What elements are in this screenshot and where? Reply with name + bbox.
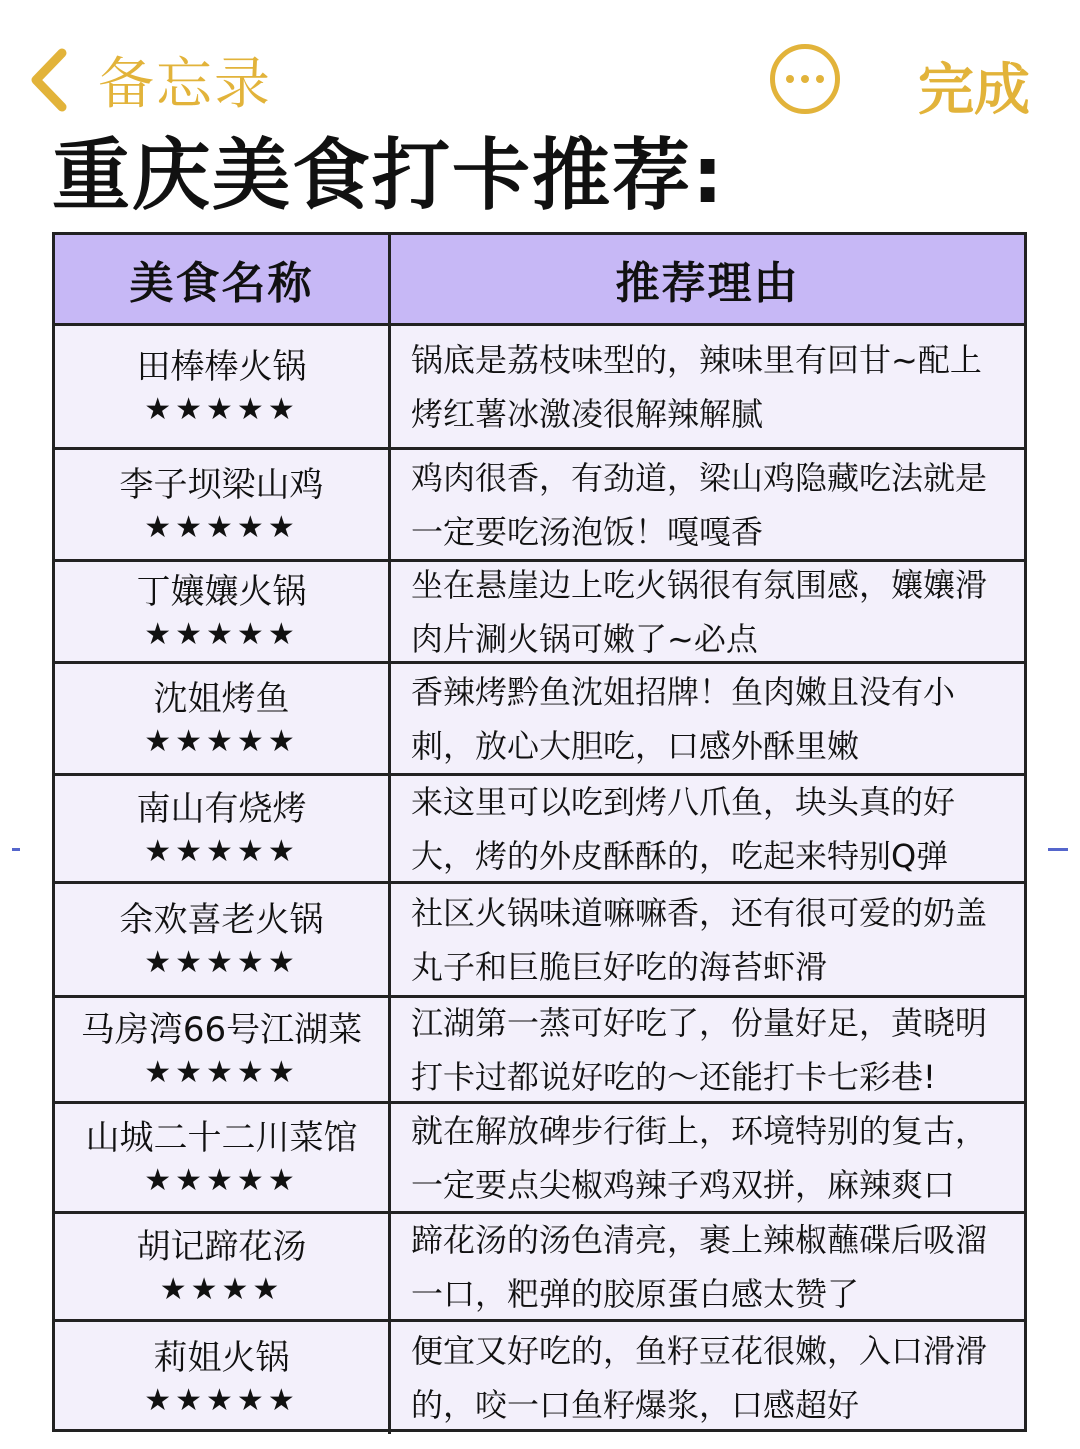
reason-text: 锅底是荔枝味型的，辣味里有回甘~配上烤红薯冰激凌很解辣解腻 — [411, 340, 982, 433]
column-header-reason: 推荐理由 — [615, 258, 800, 309]
nav-bar — [0, 0, 1080, 130]
back-label: 备忘录 — [98, 52, 272, 117]
food-table — [52, 232, 1027, 1432]
table-row — [55, 1104, 1024, 1214]
reason-cell — [391, 776, 1024, 881]
food-name: 胡记蹄花汤 — [136, 1226, 307, 1267]
food-name: 余欢喜老火锅 — [119, 899, 324, 940]
table-row — [55, 562, 1024, 664]
reason-text: 鸡肉很香，有劲道，梁山鸡隐藏吃法就是一定要吃汤泡饭！嘎嘎香 — [411, 458, 988, 551]
scroll-marker-left — [12, 848, 20, 851]
chevron-left-icon — [28, 47, 70, 113]
table-row — [55, 1214, 1024, 1322]
more-icon-dot — [801, 75, 809, 83]
star-rating: ★★★★★ — [144, 616, 299, 652]
star-rating: ★★★★★ — [144, 723, 299, 759]
reason-text: 坐在悬崖边上吃火锅很有氛围感，孃孃滑肉片涮火锅可嫩了~必点 — [411, 565, 988, 658]
name-cell — [55, 884, 391, 995]
food-name: 田棒棒火锅 — [136, 346, 307, 387]
food-name: 南山有烧烤 — [136, 788, 307, 829]
reason-cell — [391, 450, 1024, 559]
name-cell — [55, 326, 391, 447]
more-icon-dot — [816, 75, 824, 83]
food-name: 马房湾66号江湖菜 — [80, 1009, 363, 1050]
star-rating: ★★★★★ — [144, 1162, 299, 1198]
star-rating: ★★★★★ — [144, 1383, 299, 1418]
table-row — [55, 998, 1024, 1104]
reason-cell — [391, 884, 1024, 995]
food-name: 莉姐火锅 — [153, 1338, 290, 1378]
reason-text: 香辣烤黔鱼沈姐招牌！鱼肉嫩且没有小刺，放心大胆吃，口感外酥里嫩 — [411, 672, 956, 765]
name-cell — [55, 1322, 391, 1434]
reason-cell — [391, 326, 1024, 447]
table-row — [55, 664, 1024, 776]
reason-text: 社区火锅味道嘛嘛香，还有很可爱的奶盖丸子和巨脆巨好吃的海苔虾滑 — [411, 893, 988, 986]
star-rating: ★★★★★ — [144, 1054, 299, 1090]
table-row — [55, 776, 1024, 884]
food-name: 李子坝梁山鸡 — [119, 464, 324, 505]
star-rating: ★★★★★ — [144, 944, 299, 980]
name-cell — [55, 664, 391, 773]
more-icon — [786, 75, 794, 83]
back-button[interactable] — [28, 40, 272, 120]
reason-cell — [391, 1214, 1024, 1319]
star-rating: ★★★★★ — [144, 391, 299, 427]
name-cell — [55, 450, 391, 559]
column-header-name: 美食名称 — [55, 235, 391, 323]
name-cell — [55, 776, 391, 881]
reason-text: 江湖第一蒸可好吃了，份量好足，黄晓明打卡过都说好吃的～还能打卡七彩巷! — [411, 1003, 988, 1096]
reason-cell — [391, 562, 1024, 661]
scroll-marker-right — [1048, 848, 1068, 851]
reason-cell — [391, 664, 1024, 773]
reason-cell — [391, 1104, 1024, 1211]
star-rating: ★★★★★ — [144, 833, 299, 869]
table-row — [55, 450, 1024, 562]
star-rating: ★★★★★ — [144, 509, 299, 545]
reason-text: 蹄花汤的汤色清亮，裹上辣椒蘸碟后吸溜一口，粑弹的胶原蛋白感太赞了 — [411, 1220, 988, 1313]
reason-text: 就在解放碑步行街上，环境特别的复古，一定要点尖椒鸡辣子鸡双拼，麻辣爽口 — [411, 1111, 988, 1204]
reason-cell — [391, 998, 1024, 1101]
name-cell — [55, 998, 391, 1101]
more-button[interactable] — [770, 44, 840, 114]
reason-cell — [391, 1322, 1024, 1434]
table-row — [55, 326, 1024, 450]
star-rating: ★★★★ — [159, 1271, 284, 1307]
table-header — [55, 235, 1024, 326]
name-cell — [55, 1214, 391, 1319]
done-button[interactable]: 完成 — [918, 58, 1030, 123]
food-name: 山城二十二川菜馆 — [85, 1117, 358, 1158]
name-cell — [55, 1104, 391, 1211]
reason-text: 来这里可以吃到烤八爪鱼，块头真的好大，烤的外皮酥酥的，吃起来特别Q弹 — [411, 782, 956, 875]
food-name: 沈姐烤鱼 — [153, 678, 290, 719]
name-cell — [55, 562, 391, 661]
table-row — [55, 884, 1024, 998]
table-row — [55, 1322, 1024, 1434]
reason-text: 便宜又好吃的，鱼籽豆花很嫩，入口滑滑的，咬一口鱼籽爆浆，口感超好 — [411, 1332, 988, 1424]
note-title: 重庆美食打卡推荐: — [52, 131, 726, 221]
food-name: 丁孃孃火锅 — [136, 571, 307, 612]
